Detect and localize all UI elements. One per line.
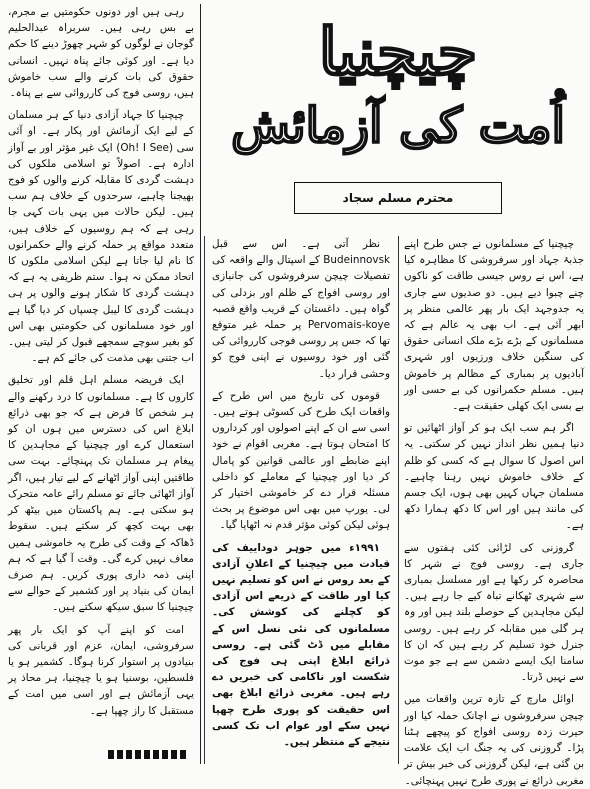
right-article-column (404, 236, 584, 787)
left-paragraph-2: چیچنیا کا جہاد آزادی دنیا کے ہر مسلمان کے لیے ایک آزمائش اور پکار ہے۔ او آئی سی (Oh! I See) ایک غیر مؤثر اور بے آواز ادارہ ہے۔ اصولاً تو اسلامی ملکوں کی دہشت گردی کا مقابلہ کرنے والوں کو فوج بھیجنا چاہیے، سرحدوں کے خلاف ہم سب ہیں۔ لیکن حالات میں یہی بات کہی جا رہی ہے کہ ہم روسیوں کے خلاف ہیں، متعدد مواقع پر حملہ کرنے والے حکمرانوں کا نام لیا جاتا ہے لیکن اسلامی ملکوں کا اتحاد ممکن نہ ہوا۔ ستم ظریفی یہ ہے کہ دہشت گردی کا شکار ہونے والوں پر ہی دہشت گردی کا لیبل چسپاں کر دیا گیا ہے اور خود مسلمانوں کی حکومتیں بھی اس کو بغیر سوچے سمجھے قبول کر لیتی ہیں۔ اب جتنی بھی مذمت کی جائے کم ہے۔ (8, 109, 194, 365)
column-divider-left (204, 236, 205, 764)
article-title: چیچنیا (318, 15, 478, 90)
author-name: محترم مسلم سجاد (342, 191, 454, 205)
left-article-column (8, 4, 201, 764)
end-mark-block (162, 750, 168, 759)
left-paragraph-3: ایک فریضہ مسلم اہل قلم اور تخلیق کاروں کا ہے۔ مسلمانوں کا درد رکھنے والے ہر شخص کا فرض ہے کہ جو بھی ذرائع ابلاغ اس کی دسترس میں ہوں ان کو استعمال کرے اور چیچنیا کے مجاہدین کا پیغام ہر مسلمان تک پہنچائے۔ بہت سی طاقتیں اپنی آواز اٹھانے کے لیے تیار ہیں، اگر آواز اٹھائی جائے تو مسلم رائے عامہ متحرک ہو سکتی ہے۔ ہم پاکستان میں بیٹھ کر بھی بہت کچھ کر سکتے ہیں۔ سقوط ڈھاکہ کے وقت کی طرح یہ خاموشی ہمیں معاف نہیں کرے گی۔ وقت آ گیا ہے کہ ہم اپنی ذمہ داری پوری کریں۔ ہم صرف ایمان کی بنیاد پر اور کشمیر کے حوالے سے چیچنیا کا سبق سیکھ سکتے ہیں۔ (8, 374, 194, 614)
middle-paragraph-3: ۱۹۹۱ء میں جوہر دوداییف کی قیادت میں چیچنیا کے اعلانِ آزادی کے بعد روس نے اس کو تسلیم نہیں کیا اور طاقت کے ذریعے اس آزادی کو کچلنے کی کوشش کی۔ مسلمانوں کی نئی نسل اس کے مقابلے میں ڈٹ گئی ہے۔ روسی ذرائع ابلاغ اپنی ہی فوج کی شکست اور ناکامی کی خبریں دے رہے ہیں۔ مغربی ذرائع ابلاغ بھی اس حقیقت کو پوری طرح چھپا نہیں سکے اور عوام اب تک کسی نتیجے کے منتظر ہیں۔ (212, 541, 390, 749)
author-byline (294, 182, 502, 214)
end-mark-block (180, 750, 186, 759)
middle-paragraph-1: نظر آتی ہے۔ اس سے قبل Budeinnovsk کے اسپتال والے واقعہ کی تفصیلات چیچن سرفروشوں کی جانبازی اور روسی افواج کے ظلم اور بزدلی کی گواہ ہیں۔ داغستان کے قریب واقع قصبہ Pervomais-koye پر حملہ غیر متوقع تھا کہ جس پر روسی فوجی کارروائی کی گئی اور خود روسیوں نے اپنی فوج کو وحشی قرار دیا۔ (212, 238, 390, 380)
middle-paragraph-2: قوموں کی تاریخ میں اس طرح کے واقعات ایک طرح کی کسوٹی ہوتے ہیں۔ اسی سے ان کے اپنے اصولوں اور کرداروں کا امتحان ہوتا ہے۔ مغربی اقوام نے خود اپنے ضابطے اور عالمی قوانین کو پامال کر دیا اور چیچنیا کے معاملے کو داخلی مسئلہ قرار دے کر خاموشی اختیار کر لی۔ یورپ میں بھی اس موضوع پر بحث ہوئی لیکن کوئی مؤثر قدم نہ اٹھایا گیا۔ (212, 389, 390, 532)
article-subtitle: اُمت کی آزمائش (231, 98, 565, 154)
end-mark-block (108, 750, 114, 759)
right-paragraph-2: اگر ہم سب ایک ہو کر آواز اٹھائیں تو دنیا ہمیں نظر انداز نہیں کر سکتی۔ یہ اس اصول کا سوال ہے کہ کسی کو ظلم کے خلاف خاموش نہیں رہنا چاہیے۔ مسلمان جہاں کہیں بھی ہوں، ایک جسم کی مانند ہیں اور اس کا دکھ ہمارا دکھ ہے۔ (404, 422, 584, 532)
end-mark-block (144, 750, 150, 759)
left-paragraph-1: رہی ہیں اور دونوں حکومتیں بے مجرم، بے بس رہی ہیں۔ سربراہ عبدالحلیم گوجان نے لوگوں کو شہر چھوڑ دینے کا حکم دیا ہے۔ اور کوئی جائے پناہ نہیں۔ انسانی حقوق کی بات کرنے والے سب خاموش ہیں، روسی فوج کی کارروائی سے بے پناہ۔ (8, 6, 194, 100)
right-paragraph-1: چیچنیا کے مسلمانوں نے جس طرح اپنے جذبۂ جہاد اور سرفروشی کا مظاہرہ کیا ہے، اس نے روس جیسی طاقت کو ناکوں چنے چبوا دیے ہیں۔ دو صدیوں سے جاری یہ جدوجہد ایک بار پھر عالمی منظر پر ابھر آئی ہے۔ اب بھی یہ عالم ہے کہ مسلمانوں کے بڑے بڑے ملک انسانی حقوق کی سنگین خلاف ورزیوں اور شہری آبادیوں پر بمباری کے مظالم پر خاموش ہیں۔ مسلم حکمرانوں کی بے حسی اور بے بسی ایک کھلی حقیقت ہے۔ (404, 238, 584, 413)
end-mark-block (126, 750, 132, 759)
middle-article-column (212, 236, 390, 764)
end-mark-block (153, 750, 159, 759)
end-mark-block (135, 750, 141, 759)
right-paragraph-3: گروزنی کی لڑائی کئی ہفتوں سے جاری ہے۔ روسی فوج نے شہر کا محاصرہ کر رکھا ہے اور مسلسل بمباری سے شہری ٹھکانے تباہ کیے جا رہے ہیں۔ لیکن مجاہدین کے حوصلے بلند ہیں اور وہ ہر گلی میں مقابلہ کر رہے ہیں۔ روسی جنرل خود تسلیم کر رہے ہیں کہ ان کا سامنا ایک ایسے دشمن سے ہے جو موت سے نہیں ڈرتا۔ (404, 541, 584, 684)
end-mark-block (117, 750, 123, 759)
left-paragraph-4: امت کو اپنے آپ کو ایک بار پھر سرفروشی، ایمان، عزم اور قربانی کی بنیادوں پر استوار کرنا ہوگا۔ کشمیر ہو یا فلسطین، بوسنیا ہو یا چیچنیا، ہر محاذ پر یہی آزمائش ہے اور اسی میں امت کے مستقبل کا راز چھپا ہے۔ (8, 623, 194, 717)
article-header (206, 0, 590, 236)
article-end-mark (108, 750, 186, 759)
end-mark-block (171, 750, 177, 759)
column-divider-right (398, 236, 399, 764)
right-paragraph-4: اوائل مارچ کے تازہ ترین واقعات میں چیچن سرفروشوں نے اچانک حملہ کیا اور حیرت زدہ روسی افواج کو پیچھے ہٹنا پڑا۔ گروزنی کی یہ جنگ اب ایک علامت بن گئی ہے، لیکن گروزنی کی خبر بیش تر مغربی ذرائع نے پوری طرح نہیں پہنچائی۔ (404, 693, 584, 787)
